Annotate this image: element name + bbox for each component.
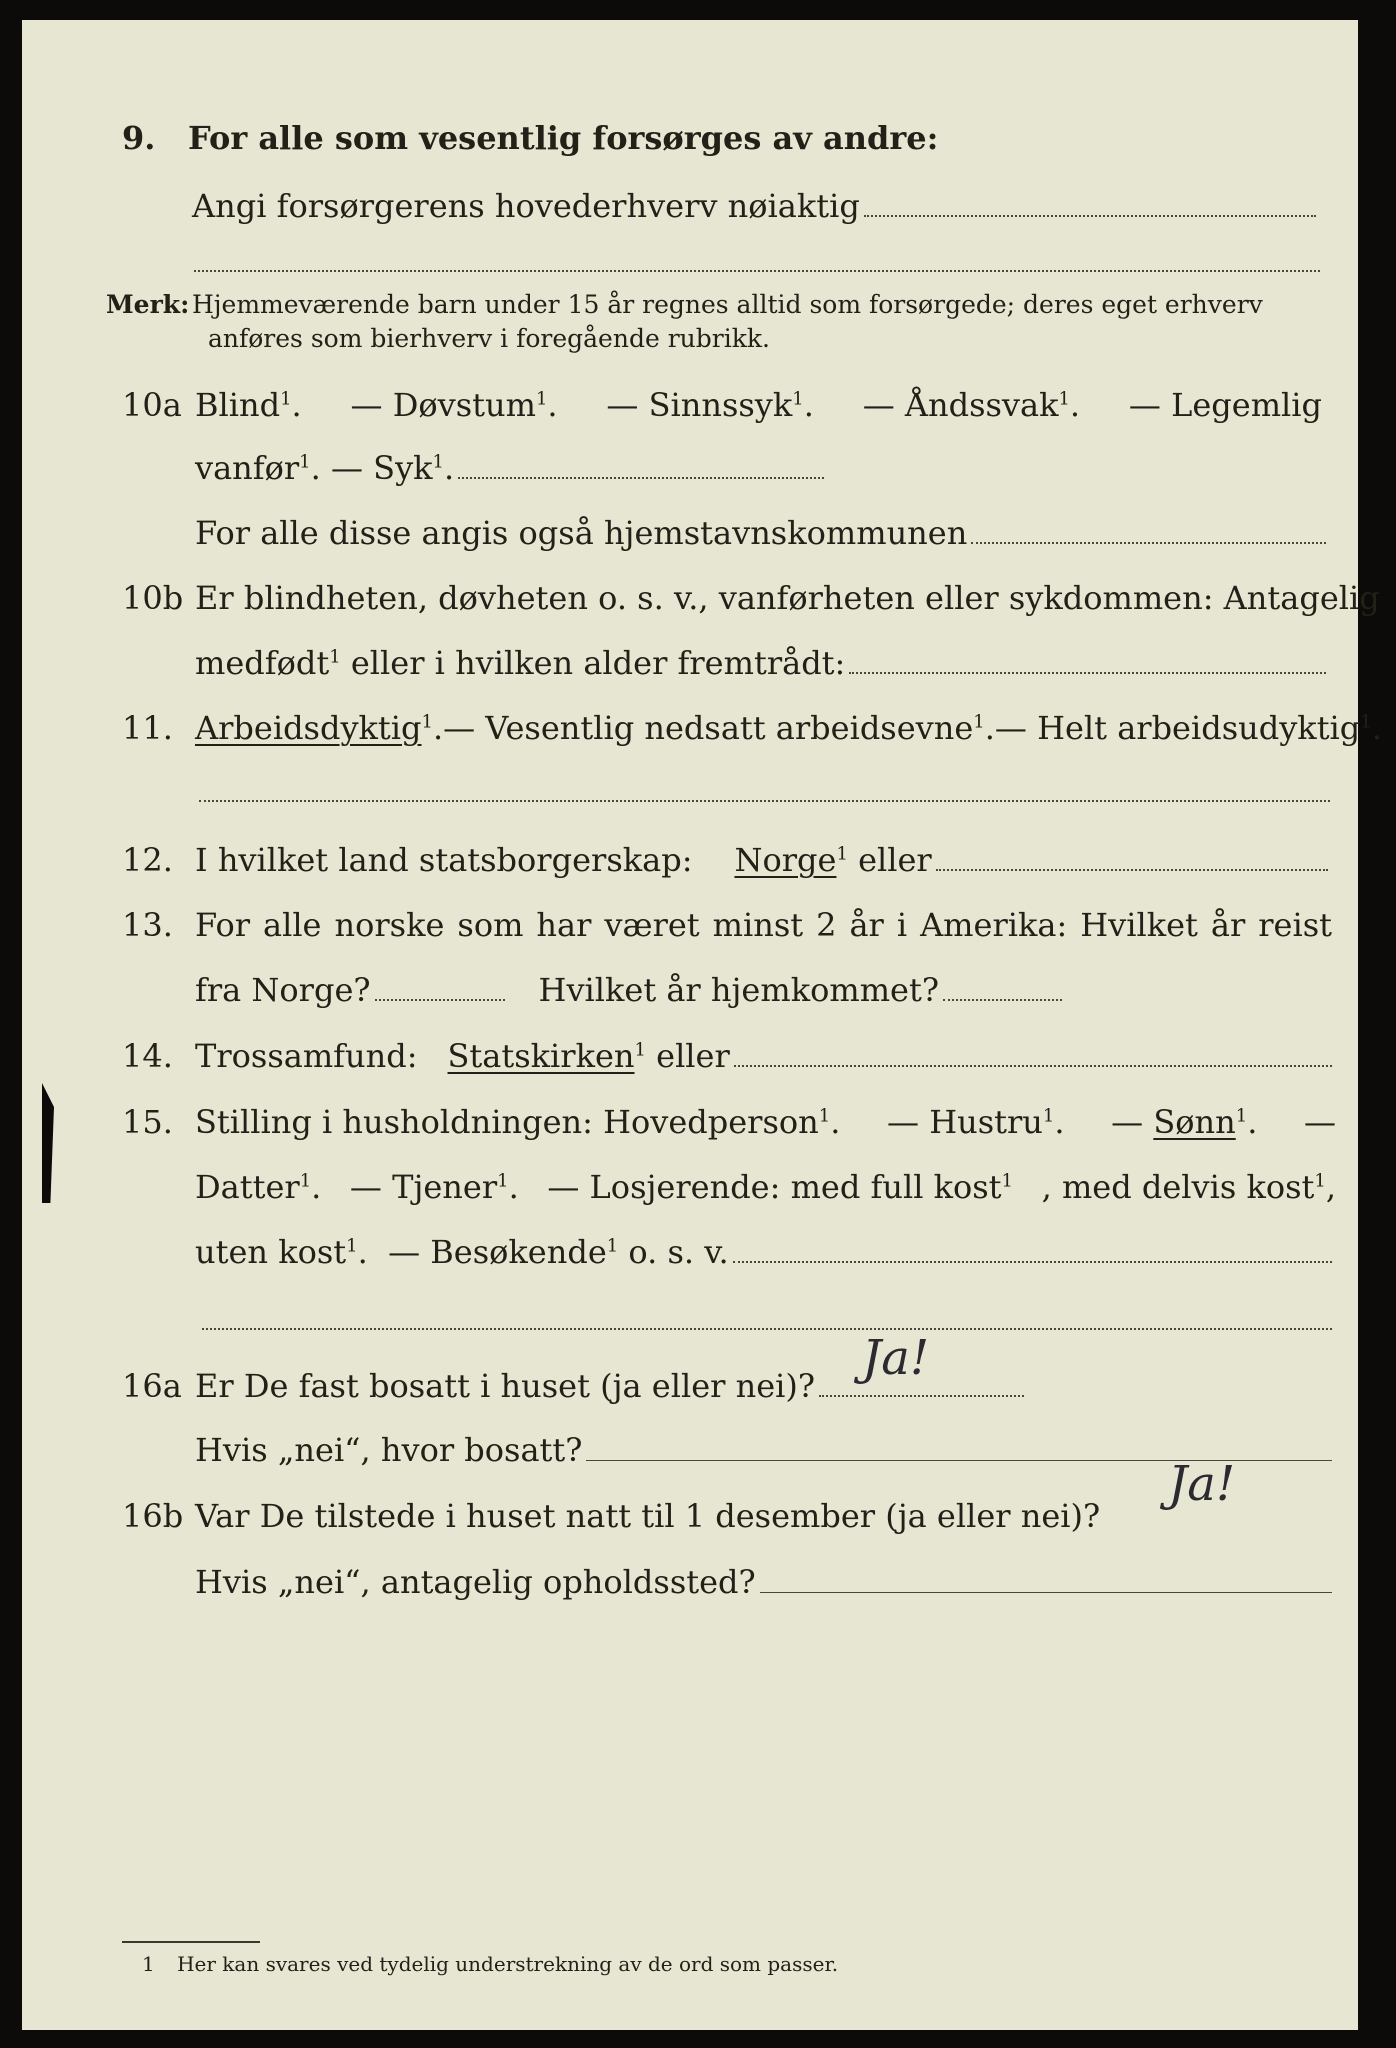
q16a-handwritten-answer: Ja! <box>862 1330 930 1386</box>
q15-hustru[interactable]: — Hustru$^1$. <box>887 1103 1065 1141</box>
q14-answer-statskirken[interactable]: Statskirken$^1$ <box>447 1037 646 1075</box>
q15-sonn[interactable]: — Sønn$^1$. <box>1111 1103 1258 1141</box>
q11-extra-blank[interactable] <box>199 800 1330 802</box>
merk-line1: Hjemmeværende barn under 15 år regnes alltid som forsørgede; deres eget erhverv <box>192 290 1263 319</box>
q15-delvis-kost[interactable]: , med delvis kost$^1$, <box>1041 1168 1336 1206</box>
q16a-question: Er De fast bosatt i huset (ja eller nei)? <box>195 1367 816 1405</box>
q10b-alder-text: eller i hvilken alder fremtrådt: <box>350 644 846 682</box>
q16a-bosatt-text: Hvis „nei“, hvor bosatt? <box>195 1431 583 1469</box>
q14-suffix: eller <box>656 1037 730 1075</box>
footnote-rule <box>122 1941 260 1943</box>
q11-opt-arbeidsdyktig[interactable]: Arbeidsdyktig$^1$. <box>195 709 444 747</box>
q12-text: I hvilket land statsborgerskap: <box>195 841 693 879</box>
q14-text: Trossamfund: <box>195 1037 418 1075</box>
q12-answer-norge[interactable]: Norge$^1$ <box>734 841 848 879</box>
q10b-number: 10b <box>122 579 184 617</box>
q9-number: 9. <box>122 119 156 157</box>
q10b-line1: Er blindheten, døvheten o. s. v., vanførheten eller sykdommen: Antagelig <box>195 579 1380 617</box>
census-form-page <box>22 20 1382 2030</box>
q14-blank[interactable] <box>734 1057 1332 1067</box>
q10a-number: 10a <box>122 386 182 424</box>
q13-hjemkommet-blank[interactable] <box>943 991 1062 1001</box>
q16b-number: 16b <box>122 1497 184 1535</box>
footnote <box>142 1950 838 1978</box>
q10a-hjemstavn-text: For alle disse angis også hjemstavnskommunen <box>195 514 968 552</box>
q10a-opt-andssvak[interactable]: — Åndssvak$^1$. <box>862 386 1081 424</box>
q16b-opholdssted-blank[interactable] <box>760 1584 1332 1593</box>
torn-edge-mark <box>42 1083 54 1203</box>
q13-reist-text: fra Norge? <box>195 971 371 1009</box>
q16a-number: 16a <box>122 1367 182 1405</box>
q13-hjemkommet-text: Hvilket år hjemkommet? <box>538 971 939 1009</box>
q15-hovedperson[interactable]: Stilling i husholdningen: Hovedperson$^1$. <box>195 1103 841 1141</box>
q11-opt-nedsatt[interactable]: — Vesentlig nedsatt arbeidsevne$^1$. <box>443 709 995 747</box>
q10a-opt-legemlig[interactable]: — Legemlig <box>1128 386 1322 424</box>
q11-number: 11. <box>122 709 173 747</box>
q12-blank[interactable] <box>936 861 1328 871</box>
q10a-syk-blank[interactable] <box>458 469 824 479</box>
q16b-handwritten-answer: Ja! <box>1168 1456 1236 1512</box>
footnote-mark: 1 <box>142 1952 155 1976</box>
q15-tjener[interactable]: — Tjener$^1$. <box>349 1168 519 1206</box>
merk-label: Merk: <box>106 290 190 319</box>
q16b-opholdssted-text: Hvis „nei“, antagelig opholdssted? <box>195 1563 756 1601</box>
q10a-opt-blind[interactable]: Blind$^1$. <box>195 386 302 424</box>
q15-osv: o. s. v. <box>628 1233 729 1271</box>
q13-reist-blank[interactable] <box>375 991 505 1001</box>
q10a-hjemstavn-blank[interactable] <box>971 534 1326 544</box>
q10a-opt-syk[interactable]: — Syk$^1$. <box>330 449 455 487</box>
merk-line2: anføres som bierhverv i foregående rubrikk. <box>208 324 770 353</box>
q12-number: 12. <box>122 841 173 879</box>
footnote-text: Her kan svares ved tydelig understrekning av de ord som passer. <box>177 1952 839 1976</box>
q10a-opt-vanfor[interactable]: vanfør$^1$. <box>195 449 331 487</box>
q15-uten-kost[interactable]: uten kost$^1$. <box>195 1233 389 1271</box>
q9-title: For alle som vesentlig forsørges av andre: <box>188 119 939 157</box>
q10a-opt-dovstum[interactable]: — Døvstum$^1$. <box>350 386 558 424</box>
q9-extra-blank[interactable] <box>194 270 1320 272</box>
q10b-alder-blank[interactable] <box>849 664 1326 674</box>
q13-number: 13. <box>122 906 173 944</box>
q16a-answer-blank[interactable] <box>819 1387 1024 1397</box>
q13-line1: For alle norske som har været minst 2 år i Amerika: Hvilket år reist <box>195 906 1332 944</box>
q15-blank[interactable] <box>733 1253 1332 1263</box>
q15-datter[interactable]: Datter$^1$. <box>195 1168 322 1206</box>
q10b-opt-medfodt[interactable]: medfødt$^1$ <box>195 644 341 682</box>
q12-suffix: eller <box>858 841 932 879</box>
q9-line2-text: Angi forsørgerens hovederhverv nøiaktig <box>192 187 860 225</box>
q15-besokende[interactable]: — Besøkende$^1$ <box>388 1233 619 1271</box>
q14-number: 14. <box>122 1037 173 1075</box>
q11-opt-udyktig[interactable]: — Helt arbeidsudyktig$^1$. <box>994 709 1382 747</box>
q15-full-kost[interactable]: — Losjerende: med full kost$^1$ <box>547 1168 1013 1206</box>
q10a-opt-sinnssyk[interactable]: — Sinnssyk$^1$. <box>606 386 814 424</box>
q16b-question: Var De tilstede i huset natt til 1 desember (ja eller nei)? <box>195 1497 1101 1535</box>
q9-answer-blank[interactable] <box>864 207 1316 217</box>
q15-number: 15. <box>122 1103 173 1141</box>
q15-extra-blank[interactable] <box>202 1328 1332 1330</box>
q15-dash: — <box>1304 1103 1336 1141</box>
